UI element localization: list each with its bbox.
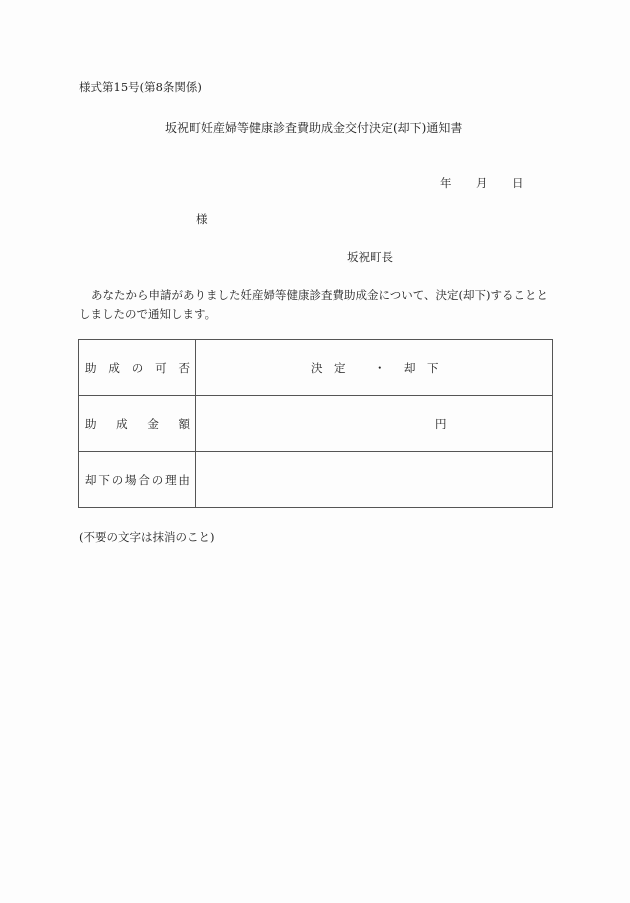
date-year: 年 — [440, 176, 452, 190]
value-approval[interactable] — [196, 340, 553, 396]
date-month: 月 — [476, 176, 488, 190]
value-reason[interactable] — [196, 452, 553, 508]
label-approval: 助 成 の 可 否 — [79, 340, 196, 396]
date-day: 日 — [512, 176, 524, 190]
body-text: あなたから申請がありました妊産婦等健康診査費助成金について、決定(却下)することとしましたので通知します。 — [79, 288, 549, 321]
document-title: 坂祝町妊産婦等健康診査費助成金交付決定(却下)通知書 — [165, 121, 463, 135]
label-amount: 助 成 金 額 — [79, 396, 196, 452]
issuer: 坂祝町長 — [347, 250, 393, 264]
addressee-suffix: 様 — [196, 212, 208, 226]
table-row — [79, 396, 553, 452]
value-amount[interactable] — [196, 396, 553, 452]
yen-unit: 円 — [435, 417, 447, 431]
decision-options: 決 定 ・ 却 下 — [311, 361, 439, 375]
table-row — [79, 452, 553, 508]
date-line — [440, 175, 524, 191]
footnote: (不要の文字は抹消のこと) — [79, 530, 215, 544]
table-row — [79, 340, 553, 396]
label-reason: 却 下 の 場 合 の 理 由 — [79, 452, 196, 508]
info-table — [78, 339, 553, 508]
form-number: 様式第15号(第8条関係) — [79, 80, 202, 94]
